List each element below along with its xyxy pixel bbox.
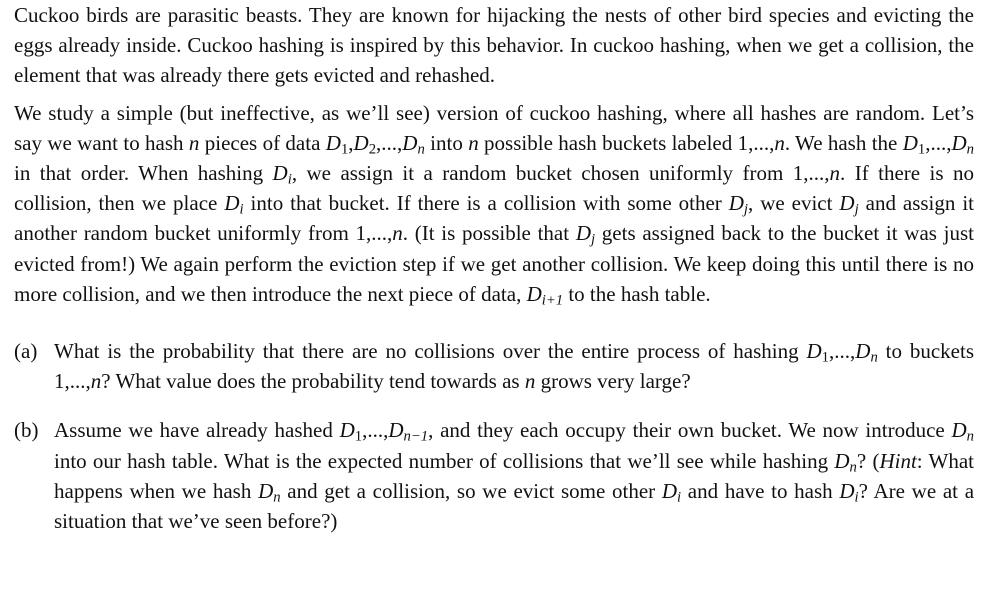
math-subscript: n <box>849 459 857 476</box>
math-subscript: 1 <box>340 141 349 158</box>
math-italic: D <box>325 130 341 155</box>
math-subscript: 1 <box>821 349 830 366</box>
math-italic: n <box>392 221 403 246</box>
text-run: What is the probability that there are no collisions over the entire process of hashing <box>54 339 807 364</box>
text-run: into <box>424 130 469 155</box>
math-subscript: j <box>590 232 596 249</box>
math-subscript: n <box>273 489 281 506</box>
text-run: ,..., <box>829 339 856 364</box>
math-italic: D <box>834 448 850 473</box>
math-italic: D <box>224 191 240 216</box>
math-subscript: n <box>966 429 974 446</box>
question-text-a <box>54 339 974 393</box>
math-subscript: n <box>870 349 878 366</box>
text-run: , we assign it a random bucket chosen uniformly from 1,..., <box>291 161 830 186</box>
question-label-a: (a) <box>14 339 38 364</box>
math-italic: D <box>272 161 288 186</box>
text-run: ? What value does the probability tend towards as <box>101 369 525 394</box>
math-italic: D <box>258 478 274 503</box>
text-run: . (It is possible that <box>402 221 576 246</box>
text-run: . If there is no collision, then we place <box>14 161 974 216</box>
math-italic: D <box>806 339 822 364</box>
math-italic: D <box>855 339 871 364</box>
text-run: and get a collision, so we evict some other <box>280 478 662 503</box>
math-italic: D <box>951 130 967 155</box>
text-run: . We hash the <box>784 130 903 155</box>
document-page <box>14 0 974 536</box>
math-italic: D <box>526 281 542 306</box>
text-run: ,..., <box>925 130 952 155</box>
math-subscript: n−1 <box>403 429 429 446</box>
math-subscript: j <box>743 201 749 218</box>
math-subscript: 2 <box>368 141 377 158</box>
math-subscript: n <box>966 141 975 158</box>
text-run: in that order. When hashing <box>14 161 273 186</box>
math-italic: D <box>902 130 918 155</box>
text-run: We study a simple (but ineffective, as we’ll see) version of cuckoo hashing, where all hashes are random. Let’s say we want to hash <box>14 100 974 155</box>
math-italic: D <box>951 418 967 443</box>
text-run: to buckets 1,..., <box>54 339 975 394</box>
text-run: pieces of data <box>199 130 326 155</box>
question-text-b <box>54 418 974 533</box>
math-subscript: n <box>417 141 425 158</box>
math-subscript: 1 <box>354 429 363 446</box>
text-run: into that bucket. If there is a collision with some other <box>243 191 729 216</box>
math-subscript: i <box>677 489 682 506</box>
question-label-b: (b) <box>14 418 39 443</box>
text-run: : What happens when we hash <box>54 448 974 503</box>
text-run: ? Are we at a situation that we’ve seen before?) <box>54 478 975 534</box>
text-run: , and they each occupy their own bucket. We now introduce <box>428 418 952 443</box>
intro-paragraph <box>14 0 974 91</box>
math-italic: n <box>774 130 785 155</box>
question-part-a <box>14 336 974 396</box>
text-run: into our hash table. What is the expected number of collisions that we’ll see while hashing <box>54 448 835 473</box>
math-italic: D <box>839 478 855 503</box>
text-run: possible hash buckets labeled 1,..., <box>478 130 775 155</box>
text-run: , <box>348 130 354 155</box>
text-run: grows very large? <box>535 369 691 394</box>
math-italic: n <box>188 130 200 155</box>
math-italic: D <box>839 191 855 216</box>
math-italic: n <box>90 369 102 394</box>
math-italic: Hint <box>879 448 917 473</box>
math-subscript: i <box>239 201 244 218</box>
math-subscript: i+1 <box>541 292 564 309</box>
text-run: Assume we have already hashed <box>54 418 340 443</box>
math-italic: D <box>575 221 591 246</box>
math-subscript: 1 <box>917 141 926 158</box>
description-paragraph <box>14 98 974 309</box>
math-italic: D <box>353 130 369 155</box>
text-run: ,..., <box>376 130 403 155</box>
math-italic: n <box>468 130 479 155</box>
math-italic: D <box>661 478 678 503</box>
math-subscript: i <box>854 489 859 506</box>
math-italic: D <box>388 418 404 443</box>
question-part-b <box>14 415 974 536</box>
math-italic: D <box>728 191 744 216</box>
text-run: , we evict <box>748 191 840 216</box>
text-run: gets assigned back to the bucket it was just evicted from!) We again perform the eviction step if we get another collision. We keep doing this until there is no more collision, and we then introduce the next piece of data, <box>14 221 975 306</box>
math-italic: D <box>402 130 418 155</box>
text-run: ,..., <box>362 418 389 443</box>
math-subscript: j <box>854 201 859 218</box>
text-run: and assign it another random bucket uniformly from 1,..., <box>14 191 974 246</box>
text-run: ? ( <box>856 448 880 473</box>
text-run: to the hash table. <box>563 281 711 306</box>
text-run: and have to hash <box>681 478 840 503</box>
math-subscript: i <box>287 171 292 188</box>
math-italic: n <box>524 369 536 394</box>
math-italic: n <box>829 161 840 186</box>
math-italic: D <box>339 418 355 443</box>
text-run: Cuckoo birds are parasitic beasts. They are known for hijacking the nests of other bird species and evicting the eggs already inside. Cuckoo hashing is inspired by this behavior. In cuckoo hashing, when we get a collision, the element that was already there gets evicted and rehashed. <box>14 3 974 88</box>
